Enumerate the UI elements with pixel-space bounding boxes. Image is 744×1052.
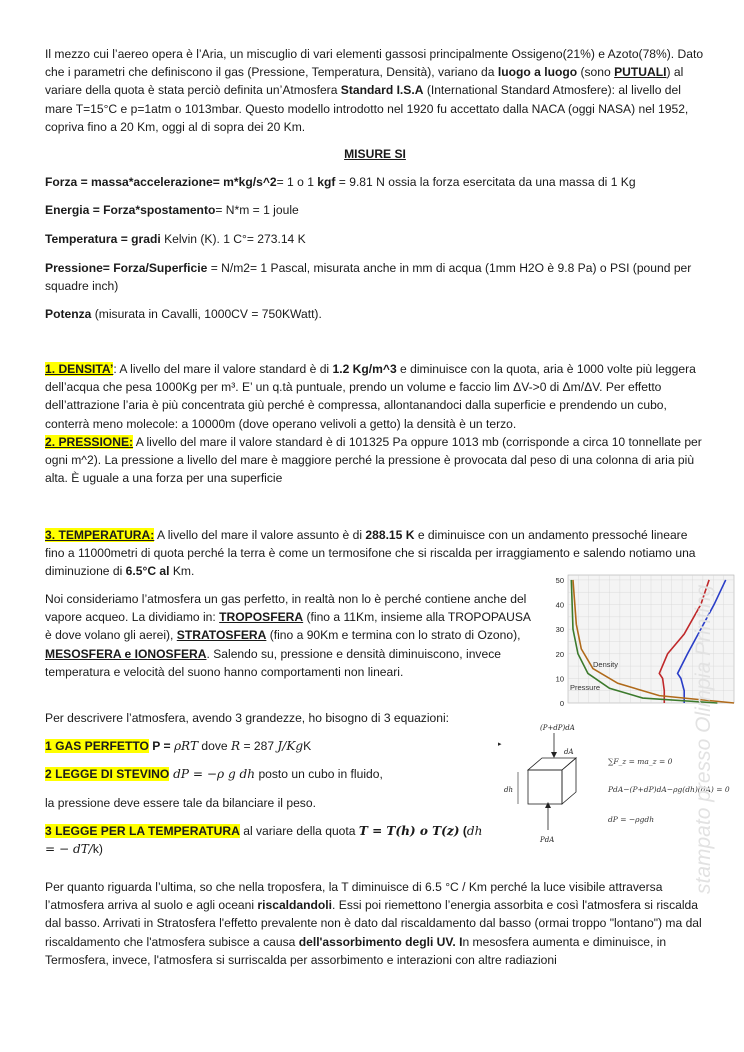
densita-paragraph: 1. DENSITA’: A livello del mare il valore standard è di 1.2 Kg/m^3 e diminuisce con la quota, aria è 1000 volte più leggera dell’acqua che pesa 1000Kg per m³. E’ un q.tà puntuale, prendo un volume e faccio lim ΔV->0 di Δm/ΔV. Per effetto dell’attrazione l’aria è più concentrata giù perché è compressa, allontanandoci dalla superficie e prendendo un cubo, conterrà meno molecole: a 10000m (dove operano velivoli a getto) la densità è un terzo. (45, 362, 696, 431)
equazioni-intro: Per descrivere l’atmosfera, avendo 3 grandezze, ho bisogno di 3 equazioni: (45, 711, 450, 725)
pressione-paragraph: 2. PRESSIONE: A livello del mare il valore standard è di 101325 Pa oppure 1013 mb (corrisponde a circa 10 tonnellate per ogni m^2). La pressione a livello del mare è maggiore perché la pressione è provocata dal peso di una colonna di aria più alta. È uguale a una forza per una superficie (45, 435, 702, 486)
cube-height-label: dh (504, 786, 513, 794)
strati-paragraph: Noi consideriamo l’atmosfera un gas perfetto, in realtà non lo è perché contiene anche del vapore acqueo. La dividiamo in: TROPOSFERA (fino a 11Km, insieme alla TROPOPAUSA è dove volano gli aerei), STRATOSFERA (fino a 90Km e termina con lo strato di Ozono), MESOSFERA e IONOSFERA. Salendo su, pressione e densità diminuiscono, invece temperatura e velocità del suono hanno comportamenti non lineari. (45, 592, 531, 679)
y-tick-label: 50 (555, 575, 564, 585)
pressione-line: Pressione= Forza/Superficie = N/m2= 1 Pascal, misurata anche in mm di acqua (1mm H2O è 9.8 Pa) o PSI (pound per squadre inch) (45, 261, 692, 294)
y-tick-label: 10 (555, 674, 564, 684)
svg-text:▸: ▸ (498, 741, 502, 748)
sum-forces-equation: ∑F_z = ma_z = 0 (608, 757, 673, 766)
stevino-equation: dP = −ρgdh (608, 815, 655, 824)
y-tick-label: 0 (559, 699, 564, 707)
balance-equation: PdA−(P+dP)dA−ρg(dh)(dA) = 0 (608, 785, 730, 794)
chart-label-pressure: Pressure (570, 683, 601, 692)
y-tick-label: 40 (555, 600, 564, 610)
y-tick-label: 30 (555, 625, 564, 635)
temperatura-line: Temperatura = gradi Kelvin (K). 1 C°= 273.14 K (45, 232, 306, 246)
potenza-line: Potenza (misurata in Cavalli, 1000CV = 750KWatt). (45, 307, 322, 321)
energia-line: Energia = Forza*spostamento= N*m = 1 joule (45, 203, 299, 217)
chart-label-density: Density (593, 660, 619, 669)
forza-line: Forza = massa*accelerazione= m*kg/s^2= 1 o 1 kgf = 9.81 N ossia la forza esercitata da una massa di 1 Kg (45, 175, 636, 189)
svg-text:stampato presso Olimpia Printi: stampato presso Olimpia Printing (692, 584, 715, 894)
equazione-2: 2 LEGGE DI STEVINO dP = −ρ g dh posto un cubo in fluido, (45, 767, 383, 781)
equazione-2-note: la pressione deve essere tale da bilanciare il peso. (45, 796, 316, 810)
section-title: MISURE SI (344, 147, 406, 161)
cube-top-label: (P+dP)dA (540, 724, 575, 732)
finale-paragraph: Per quanto riguarda l’ultima, so che nella troposfera, la T diminuisce di 6.5 °C / Km perché la luce visibile attraversa l’atmosfera arriva al suolo e agli oceani riscaldandoli. Essi poi riemettono l’energia assorbita e così l'atmosfera si riscalda dal basso. Arrivati in Stratosfera l'effetto prevalente non è dato dal riscaldamento dal basso (ormai troppo "lontano") ma dal riscaldamento che l'atmosfera subisce a causa dell'assorbimento degli UV. In mesosfera aumenta e diminuisce, in Termosfera, invece, l'atmosfera si surriscalda per assorbimento e interazioni con altre radiazioni (45, 880, 702, 967)
y-tick-label: 20 (555, 649, 564, 659)
cube-bottom-label: PdA (540, 836, 555, 844)
equazione-3: 3 LEGGE PER LA TEMPERATURA al variare della quota T = T(h) o T(z) (dh = − dT/k) (45, 824, 483, 857)
intro-paragraph: Il mezzo cui l’aereo opera è l’Aria, un miscuglio di vari elementi gassosi principalmente Ossigeno(21%) e Azoto(78%). Dato che i parametri che definiscono il gas (Pressione, Temperatura, Densità), variano da luogo a luogo (sono PUTUALI) al variare della quota è stata perciò definita un’Atmosfera Standard I.S.A (International Standard Atmosfere): al livello del mare T=15°C e p=1atm o 1013mbar. Questo modello introdotto nel 1920 fu accettato dalla NACA (oggi NASA) nel 1952, copriva fino a 20 Km, oggi al di sopra dei 20 Km. (45, 47, 704, 134)
cube-area-label: dA (564, 748, 574, 756)
equazione-1: 1 GAS PERFETTO P = ρRT dove R = 287 J/KgK (45, 739, 312, 753)
temperatura-paragraph: 3. TEMPERATURA: A livello del mare il valore assunto è di 288.15 K e diminuisce con un andamento pressoché lineare fino a 11000metri di quota perché la terra è come un termosifone che si riscalda per irraggiamento e salendo notiamo una diminuzione di 6.5°C al Km. (45, 528, 696, 579)
watermark (676, 540, 736, 900)
cube-shape (528, 758, 576, 804)
